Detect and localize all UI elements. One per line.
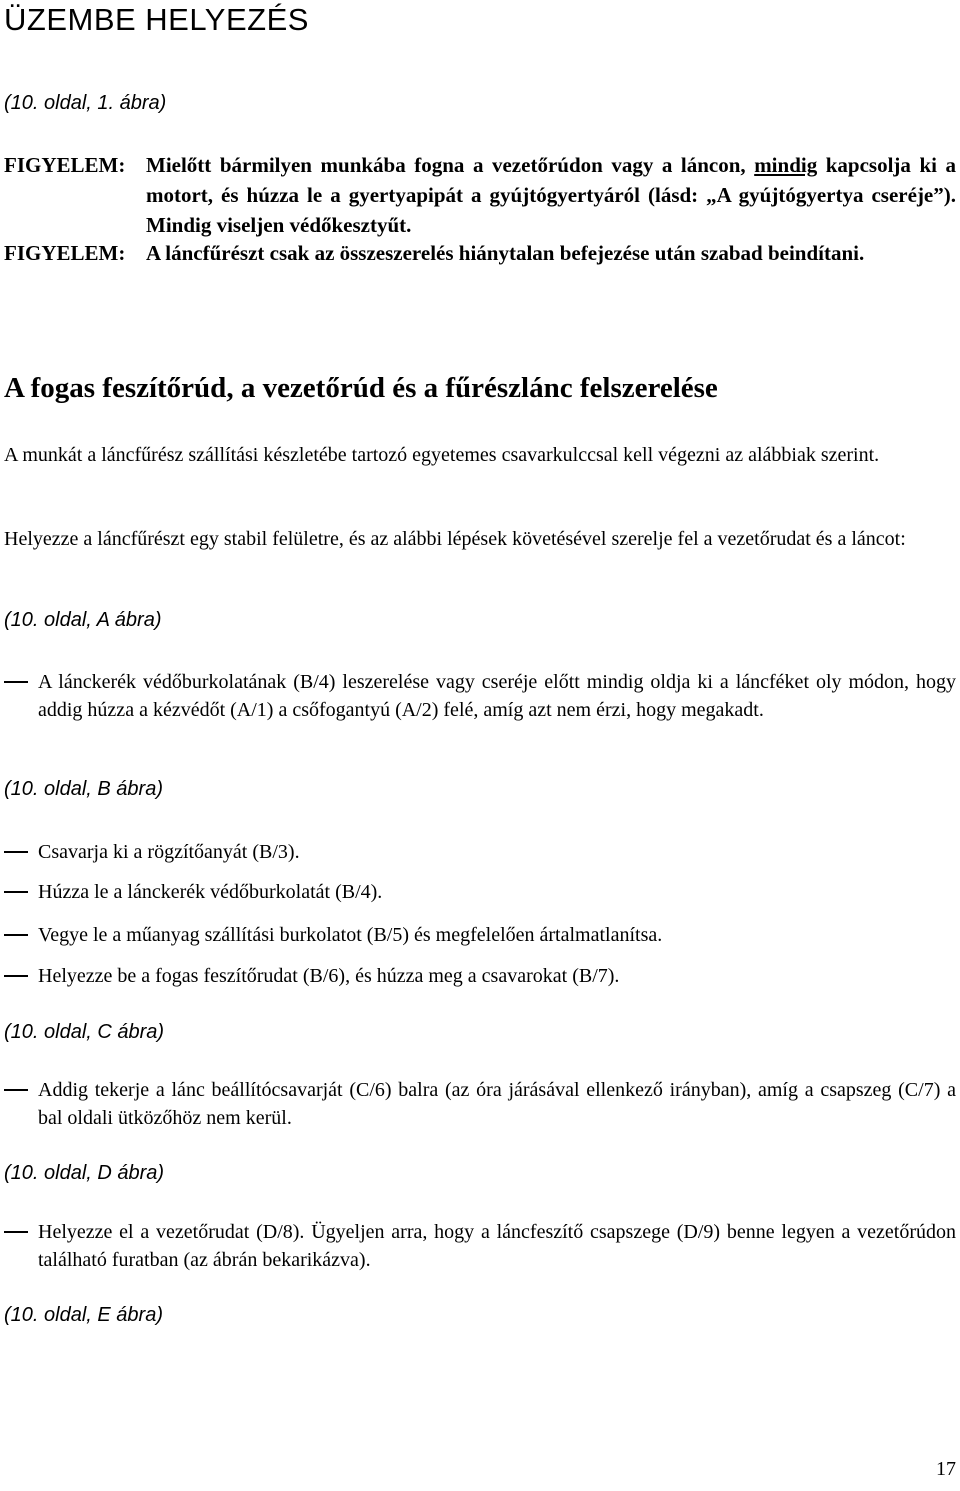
warning-block-1 xyxy=(4,150,956,240)
dash-bullet-icon xyxy=(4,1089,28,1091)
warning-label: FIGYELEM: xyxy=(4,241,126,265)
page-number: 17 xyxy=(936,1458,956,1480)
dash-bullet-icon xyxy=(4,975,28,977)
step-item xyxy=(4,1076,956,1132)
step-item xyxy=(4,1218,956,1274)
step-text: Csavarja ki a rögzítőanyát (B/3). xyxy=(38,841,300,863)
step-text: Húzza le a lánckerék védőburkolatát (B/4). xyxy=(38,881,383,903)
intro-paragraph-1: A munkát a láncfűrész szállítási készletébe tartozó egyetemes csavarkulccsal kell végezni az alábbiak szerint. xyxy=(4,444,880,466)
page-title: ÜZEMBE HELYEZÉS xyxy=(4,2,309,37)
warning-emphasis: mindig xyxy=(754,153,818,177)
dash-bullet-icon xyxy=(4,1231,28,1233)
warning-text: A láncfűrészt csak az összeszerelés hiánytalan befejezése után szabad beindítani. xyxy=(146,241,865,265)
warning-text-part-1: Mielőtt bármilyen munkába fogna a vezetőrúdon vagy a láncon, xyxy=(146,153,755,177)
step-item xyxy=(4,962,956,990)
step-text: Addig tekerje a lánc beállítócsavarját (C/6) balra (az óra járásával ellenkező irányban), amíg a csapszeg (C/7) a bal oldali ütközőhöz nem kerül. xyxy=(38,1079,956,1129)
warning-text xyxy=(146,150,956,240)
intro-paragraph-2: Helyezze a láncfűrészt egy stabil felületre, és az alábbi lépések követésével szerelje fel a vezetőrudat és a láncot: xyxy=(4,528,906,550)
figure-reference-1: (10. oldal, 1. ábra) xyxy=(4,92,167,114)
figure-reference-d: (10. oldal, D ábra) xyxy=(4,1162,165,1184)
step-text: Vegye le a műanyag szállítási burkolatot (B/5) és megfelelően ártalmatlanítsa. xyxy=(38,924,663,946)
step-item xyxy=(4,668,956,724)
figure-reference-e: (10. oldal, E ábra) xyxy=(4,1304,163,1326)
dash-bullet-icon xyxy=(4,891,28,893)
dash-bullet-icon xyxy=(4,851,28,853)
figure-reference-a: (10. oldal, A ábra) xyxy=(4,609,162,631)
step-item xyxy=(4,921,956,949)
dash-bullet-icon xyxy=(4,934,28,936)
step-text: Helyezze be a fogas feszítőrudat (B/6), és húzza meg a csavarokat (B/7). xyxy=(38,965,620,987)
step-text: Helyezze el a vezetőrudat (D/8). Ügyeljen arra, hogy a láncfeszítő csapszege (D/9) benne legyen a vezetőrúdon található furatban (az ábrán bekarikázva). xyxy=(38,1221,956,1271)
section-heading: A fogas feszítőrúd, a vezetőrúd és a fűrészlánc felszerelése xyxy=(4,372,718,404)
step-text: A lánckerék védőburkolatának (B/4) leszerelése vagy cseréje előtt mindig oldja ki a láncféket oly módon, hogy addig húzza a kézvédőt (A/1) a csőfogantyú (A/2) felé, amíg azt nem érzi, hogy megakadt. xyxy=(38,671,956,721)
step-item xyxy=(4,878,956,906)
warning-text-part-2: kapcsolja ki a motort, és húzza le a gyertyapipát a gyújtógyertyáról (lásd: „A gyújtógyertya cseréje”). Mindig viseljen védőkesztyűt. xyxy=(146,153,956,237)
warning-label: FIGYELEM: xyxy=(4,153,126,177)
figure-reference-c: (10. oldal, C ábra) xyxy=(4,1021,165,1043)
step-item xyxy=(4,838,956,866)
dash-bullet-icon xyxy=(4,681,28,683)
warning-block-2 xyxy=(4,238,956,268)
figure-reference-b: (10. oldal, B ábra) xyxy=(4,778,163,800)
